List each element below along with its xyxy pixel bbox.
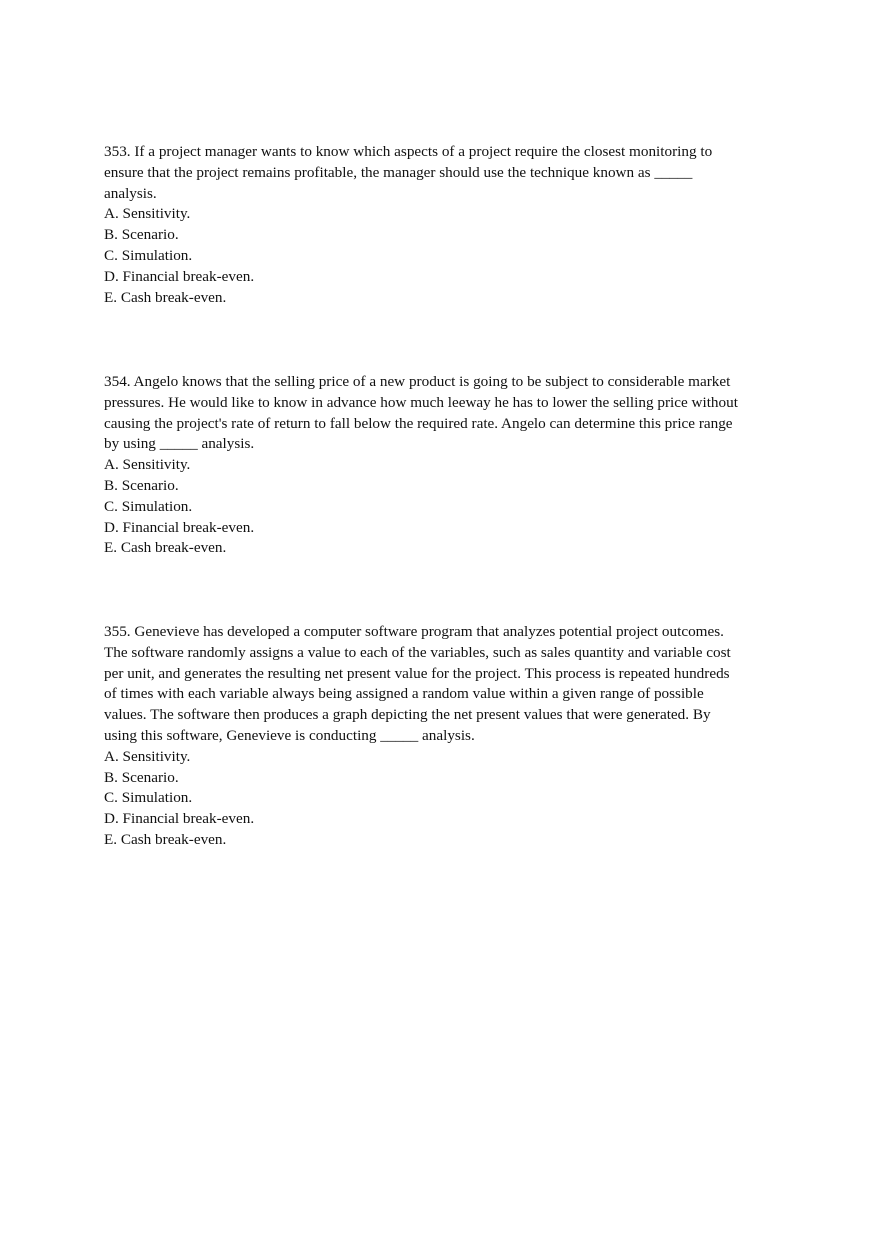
question-stem-line: pressures. He would like to know in advance how much leeway he has to lower the selling price without: [104, 393, 738, 411]
option-b: B. Scenario.: [104, 226, 179, 244]
option-b: B. Scenario.: [104, 768, 179, 786]
question-stem-line: values. The software then produces a graph depicting the net present values that were generated. By: [104, 706, 711, 724]
option-a: A. Sensitivity.: [104, 747, 191, 765]
question-stem-line: 354. Angelo knows that the selling price of a new product is going to be subject to considerable market: [104, 373, 731, 390]
question-354: [104, 372, 784, 559]
option-c: C. Simulation.: [104, 789, 193, 807]
option-c: C. Simulation.: [104, 497, 193, 515]
question-stem-line: per unit, and generates the resulting net present value for the project. This process is repeated hundreds: [104, 664, 730, 682]
question-stem-line: of times with each variable always being assigned a random value within a given range of possible: [104, 685, 704, 703]
question-stem-line: by using _____ analysis.: [104, 435, 255, 453]
option-a: A. Sensitivity.: [104, 205, 191, 223]
question-stem-line: The software randomly assigns a value to each of the variables, such as sales quantity and variable cost: [104, 643, 731, 661]
question-stem-line: 355. Genevieve has developed a computer software program that analyzes potential project outcomes.: [104, 623, 724, 640]
option-d: D. Financial break-even.: [104, 810, 255, 828]
option-c: C. Simulation.: [104, 246, 193, 264]
question-stem-line: analysis.: [104, 184, 157, 202]
option-d: D. Financial break-even.: [104, 518, 255, 536]
option-d: D. Financial break-even.: [104, 267, 255, 285]
question-stem-line: ensure that the project remains profitable, the manager should use the technique known as _____: [104, 163, 693, 181]
question-353: [104, 142, 784, 308]
question-stem-line: using this software, Genevieve is conducting _____ analysis.: [104, 726, 475, 744]
option-e: E. Cash break-even.: [104, 288, 227, 306]
question-355: [104, 622, 784, 851]
question-stem-line: 353. If a project manager wants to know which aspects of a project require the closest monitoring to: [104, 143, 713, 160]
option-b: B. Scenario.: [104, 476, 179, 494]
question-stem-line: causing the project's rate of return to fall below the required rate. Angelo can determine this price range: [104, 414, 733, 432]
option-a: A. Sensitivity.: [104, 456, 191, 474]
option-e: E. Cash break-even.: [104, 539, 227, 557]
option-e: E. Cash break-even.: [104, 830, 227, 848]
